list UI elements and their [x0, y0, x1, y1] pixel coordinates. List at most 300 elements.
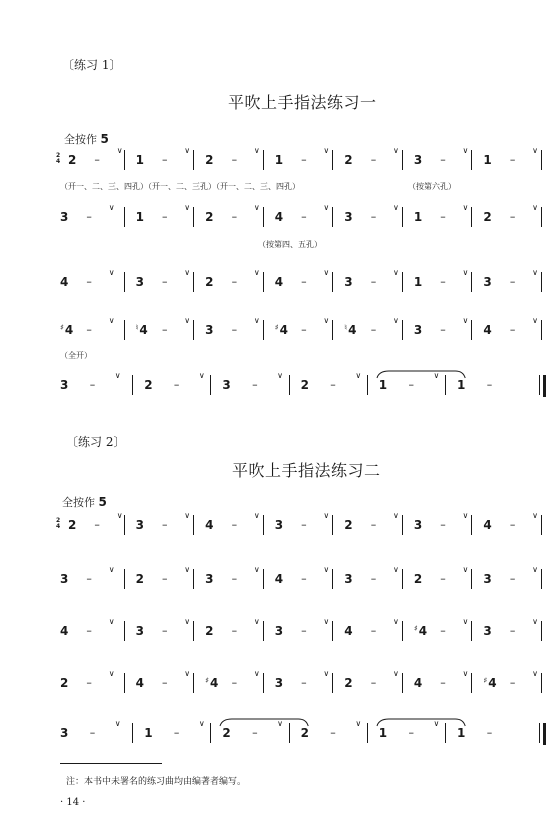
barline — [124, 673, 125, 693]
breath-mark: ∨ — [108, 565, 115, 574]
breath-mark: ∨ — [198, 719, 205, 728]
breath-mark: ∨ — [184, 511, 191, 520]
sharp-sign: ♯ — [274, 323, 279, 332]
breath-mark: ∨ — [532, 316, 538, 325]
barline — [402, 150, 403, 170]
barline — [541, 673, 542, 693]
barline — [124, 515, 125, 535]
breath-mark: ∨ — [532, 146, 538, 155]
breath-mark: ∨ — [392, 617, 399, 626]
jianpu-note: 2 — [135, 572, 144, 586]
jianpu-note: 3 — [483, 275, 492, 289]
jianpu-note: 3 — [483, 624, 492, 638]
jianpu-note: 2 — [344, 153, 353, 167]
duration-dash: – — [94, 518, 100, 531]
exercise-2-label: 〔练习 2〕 — [66, 435, 126, 449]
barline — [402, 569, 403, 589]
jianpu-note: 4 — [274, 572, 284, 586]
fingering-annotation: （全开） — [60, 351, 92, 360]
barline — [132, 375, 133, 395]
jianpu-note: 3 — [413, 153, 423, 167]
breath-mark: ∨ — [277, 719, 283, 728]
jianpu-note: ♮4 — [135, 323, 148, 337]
notation-line — [0, 565, 560, 589]
duration-dash: – — [231, 624, 238, 637]
barline — [402, 673, 403, 693]
breath-mark: ∨ — [184, 268, 191, 277]
jianpu-note: 3 — [135, 624, 144, 638]
final-barline-thick — [543, 375, 546, 397]
duration-dash: – — [509, 518, 516, 531]
barline — [193, 621, 194, 641]
notation-line — [0, 316, 560, 340]
duration-dash: – — [162, 518, 168, 531]
breath-mark: ∨ — [108, 669, 115, 678]
breath-mark: ∨ — [532, 203, 538, 212]
duration-dash: – — [162, 676, 168, 689]
barline — [332, 272, 333, 292]
duration-dash: – — [330, 726, 336, 739]
barline — [124, 320, 125, 340]
duration-dash: – — [231, 323, 238, 336]
sharp-sign: ♯ — [60, 323, 64, 332]
duration-dash: – — [301, 676, 307, 689]
breath-mark: ∨ — [392, 203, 399, 212]
barline — [193, 569, 194, 589]
duration-dash: – — [440, 275, 446, 288]
breath-mark: ∨ — [116, 146, 123, 155]
barline — [332, 515, 333, 535]
barline — [402, 621, 403, 641]
duration-dash: – — [509, 624, 516, 637]
duration-dash: – — [231, 153, 238, 166]
barline — [210, 375, 211, 395]
breath-mark: ∨ — [323, 617, 330, 626]
jianpu-note: 2 — [205, 275, 214, 289]
barline — [541, 515, 542, 535]
barline — [471, 207, 472, 227]
exercise-1-label: 〔练习 1〕 — [62, 58, 122, 72]
breath-mark: ∨ — [277, 371, 283, 380]
notation-line — [0, 268, 560, 292]
jianpu-note: 2 — [222, 726, 231, 740]
duration-dash: – — [162, 624, 168, 637]
barline — [332, 320, 333, 340]
notation-line — [0, 669, 560, 693]
key-prefix: 全按作 — [64, 133, 97, 146]
duration-dash: – — [89, 726, 96, 739]
page-number: · 14 · — [60, 797, 86, 808]
breath-mark: ∨ — [433, 371, 440, 380]
barline — [263, 569, 264, 589]
jianpu-note: 4 — [483, 323, 492, 337]
duration-dash: – — [173, 726, 180, 739]
duration-dash: – — [509, 153, 516, 166]
duration-dash: – — [509, 275, 516, 288]
notation-line — [0, 371, 560, 395]
breath-mark: ∨ — [253, 146, 260, 155]
jianpu-note: 3 — [135, 275, 144, 289]
jianpu-note: ♯4 — [413, 624, 428, 638]
duration-dash: – — [301, 572, 307, 585]
jianpu-note: 3 — [135, 518, 144, 532]
jianpu-note: 2 — [483, 210, 492, 224]
barline — [541, 569, 542, 589]
jianpu-note: 1 — [144, 726, 153, 740]
jianpu-note: 1 — [274, 153, 284, 167]
barline — [263, 621, 264, 641]
natural-sign: ♮ — [135, 323, 139, 332]
duration-dash: – — [440, 624, 446, 637]
time-signature — [56, 153, 60, 165]
footnote-rule — [60, 763, 162, 764]
barline — [402, 207, 403, 227]
time-signature-bottom: 4 — [56, 158, 61, 165]
jianpu-note: ♯4 — [60, 323, 74, 337]
barline — [210, 723, 211, 743]
barline — [402, 320, 403, 340]
barline — [367, 375, 368, 395]
jianpu-note: 4 — [135, 676, 144, 690]
jianpu-note: 4 — [483, 518, 492, 532]
sharp-sign: ♯ — [483, 676, 488, 685]
sharp-sign: ♯ — [205, 676, 210, 685]
barline — [263, 272, 264, 292]
barline — [289, 375, 290, 395]
jianpu-note: 4 — [60, 275, 69, 289]
jianpu-note: 3 — [60, 572, 69, 586]
duration-dash: – — [231, 210, 238, 223]
jianpu-note: 1 — [456, 726, 466, 740]
duration-dash: – — [370, 676, 377, 689]
breath-mark: ∨ — [108, 268, 115, 277]
duration-dash: – — [89, 378, 96, 391]
breath-mark: ∨ — [184, 617, 191, 626]
barline — [471, 621, 472, 641]
duration-dash: – — [301, 153, 307, 166]
breath-mark: ∨ — [323, 146, 330, 155]
fingering-annotation: （开一、二、三、四孔）（开一、二、三孔）（开一、二、三、四孔） — [60, 182, 300, 191]
fingering-annotation: （按第四、五孔） — [258, 240, 322, 249]
barline — [263, 320, 264, 340]
duration-dash: – — [486, 726, 493, 739]
time-signature-top: 2 — [56, 517, 61, 524]
barline — [263, 207, 264, 227]
breath-mark: ∨ — [253, 565, 260, 574]
breath-mark: ∨ — [532, 669, 538, 678]
final-barline-thin — [539, 375, 540, 395]
duration-dash: – — [408, 726, 414, 739]
breath-mark: ∨ — [184, 203, 191, 212]
jianpu-note: 4 — [344, 624, 353, 638]
breath-mark: ∨ — [198, 371, 205, 380]
barline — [124, 569, 125, 589]
duration-dash: – — [370, 153, 377, 166]
natural-sign: ♮ — [344, 323, 348, 332]
jianpu-note: 4 — [60, 624, 69, 638]
duration-dash: – — [86, 323, 92, 336]
jianpu-note: 1 — [413, 275, 423, 289]
barline — [332, 569, 333, 589]
duration-dash: – — [86, 572, 92, 585]
jianpu-note: ♯4 — [483, 676, 497, 690]
barline — [124, 621, 125, 641]
barline — [541, 150, 542, 170]
breath-mark: ∨ — [108, 316, 115, 325]
jianpu-note: 3 — [344, 572, 353, 586]
duration-dash: – — [231, 518, 238, 531]
sharp-sign: ♯ — [413, 624, 418, 633]
breath-mark: ∨ — [114, 719, 121, 728]
breath-mark: ∨ — [462, 669, 469, 678]
breath-mark: ∨ — [323, 203, 330, 212]
jianpu-note: 2 — [300, 726, 309, 740]
jianpu-note: 4 — [205, 518, 214, 532]
breath-mark: ∨ — [462, 617, 469, 626]
jianpu-note: 2 — [300, 378, 309, 392]
breath-mark: ∨ — [184, 146, 191, 155]
tie — [218, 717, 322, 727]
breath-mark: ∨ — [392, 268, 399, 277]
breath-mark: ∨ — [462, 268, 469, 277]
duration-dash: – — [440, 676, 446, 689]
barline — [541, 320, 542, 340]
duration-dash: – — [162, 275, 168, 288]
jianpu-note: 3 — [413, 518, 423, 532]
duration-dash: – — [231, 275, 238, 288]
duration-dash: – — [486, 378, 493, 391]
barline — [193, 207, 194, 227]
jianpu-note: 3 — [344, 275, 353, 289]
duration-dash: – — [370, 572, 377, 585]
duration-dash: – — [301, 518, 307, 531]
jianpu-note: 2 — [60, 676, 69, 690]
barline — [471, 150, 472, 170]
duration-dash: – — [86, 210, 92, 223]
duration-dash: – — [162, 572, 168, 585]
duration-dash: – — [440, 153, 446, 166]
jianpu-note: 4 — [413, 676, 423, 690]
duration-dash: – — [173, 378, 180, 391]
breath-mark: ∨ — [108, 617, 115, 626]
barline — [541, 621, 542, 641]
duration-dash: – — [509, 676, 516, 689]
breath-mark: ∨ — [392, 669, 399, 678]
jianpu-note: 3 — [483, 572, 492, 586]
key-prefix: 全按作 — [62, 496, 95, 509]
breath-mark: ∨ — [323, 669, 330, 678]
breath-mark: ∨ — [462, 146, 469, 155]
jianpu-note: 3 — [205, 572, 214, 586]
jianpu-note: 3 — [60, 378, 69, 392]
jianpu-note: 2 — [413, 572, 423, 586]
jianpu-note: 2 — [205, 210, 214, 224]
duration-dash: – — [509, 572, 516, 585]
duration-dash: – — [440, 210, 446, 223]
breath-mark: ∨ — [323, 268, 330, 277]
barline — [193, 515, 194, 535]
jianpu-note: 2 — [344, 676, 353, 690]
barline — [541, 207, 542, 227]
barline — [193, 150, 194, 170]
jianpu-note: 4 — [274, 210, 284, 224]
duration-dash: – — [162, 153, 168, 166]
breath-mark: ∨ — [253, 511, 260, 520]
breath-mark: ∨ — [323, 565, 330, 574]
duration-dash: – — [370, 518, 377, 531]
duration-dash: – — [440, 518, 446, 531]
fingering-annotation: （按第六孔） — [408, 182, 456, 191]
breath-mark: ∨ — [532, 268, 538, 277]
barline — [471, 673, 472, 693]
breath-mark: ∨ — [462, 511, 469, 520]
duration-dash: – — [94, 153, 100, 166]
jianpu-note: 2 — [144, 378, 153, 392]
duration-dash: – — [301, 323, 307, 336]
breath-mark: ∨ — [392, 316, 399, 325]
slur — [375, 369, 479, 379]
jianpu-note: 3 — [205, 323, 214, 337]
duration-dash: – — [162, 210, 168, 223]
final-barline-thin — [539, 723, 540, 743]
duration-dash: – — [231, 572, 238, 585]
slur — [375, 717, 479, 727]
breath-mark: ∨ — [253, 316, 260, 325]
breath-mark: ∨ — [323, 511, 330, 520]
breath-mark: ∨ — [433, 719, 440, 728]
barline — [471, 272, 472, 292]
key-note: 5 — [98, 495, 107, 509]
barline — [402, 272, 403, 292]
breath-mark: ∨ — [184, 316, 191, 325]
breath-mark: ∨ — [253, 268, 260, 277]
notation-line — [0, 511, 560, 535]
duration-dash: – — [370, 323, 377, 336]
barline — [132, 723, 133, 743]
jianpu-note: 2 — [205, 153, 214, 167]
jianpu-note: 1 — [456, 378, 466, 392]
jianpu-note: 3 — [274, 676, 284, 690]
barline — [541, 272, 542, 292]
jianpu-note: 3 — [344, 210, 353, 224]
notation-line — [0, 146, 560, 170]
duration-dash: – — [440, 323, 446, 336]
jianpu-note: 3 — [60, 726, 69, 740]
breath-mark: ∨ — [462, 316, 469, 325]
barline — [367, 723, 368, 743]
notation-line — [0, 203, 560, 227]
breath-mark: ∨ — [532, 511, 538, 520]
barline — [332, 207, 333, 227]
duration-dash: – — [252, 378, 258, 391]
duration-dash: – — [86, 275, 92, 288]
jianpu-note: ♮4 — [344, 323, 357, 337]
time-signature-bottom: 4 — [56, 523, 61, 530]
jianpu-note: 2 — [205, 624, 214, 638]
barline — [263, 673, 264, 693]
breath-mark: ∨ — [253, 203, 260, 212]
key-note: 5 — [100, 132, 109, 146]
duration-dash: – — [252, 726, 258, 739]
barline — [332, 150, 333, 170]
breath-mark: ∨ — [323, 316, 330, 325]
duration-dash: – — [408, 378, 414, 391]
barline — [124, 207, 125, 227]
jianpu-note: 2 — [68, 153, 77, 167]
breath-mark: ∨ — [184, 565, 191, 574]
breath-mark: ∨ — [392, 511, 399, 520]
duration-dash: – — [301, 624, 307, 637]
exercise-1-key — [64, 131, 109, 147]
breath-mark: ∨ — [108, 203, 115, 212]
jianpu-note: 3 — [413, 323, 423, 337]
breath-mark: ∨ — [355, 371, 362, 380]
barline — [193, 272, 194, 292]
barline — [263, 150, 264, 170]
jianpu-note: 1 — [483, 153, 492, 167]
barline — [193, 320, 194, 340]
jianpu-note: 2 — [344, 518, 353, 532]
barline — [471, 569, 472, 589]
exercise-2-title: 平吹上手指法练习二 — [232, 461, 381, 480]
jianpu-note: 4 — [274, 275, 284, 289]
breath-mark: ∨ — [462, 565, 469, 574]
breath-mark: ∨ — [532, 617, 538, 626]
jianpu-note: ♯4 — [205, 676, 219, 690]
duration-dash: – — [162, 323, 168, 336]
duration-dash: – — [330, 378, 336, 391]
jianpu-note: 1 — [413, 210, 423, 224]
barline — [263, 515, 264, 535]
jianpu-note: 3 — [274, 624, 284, 638]
breath-mark: ∨ — [392, 565, 399, 574]
barline — [124, 150, 125, 170]
barline — [124, 272, 125, 292]
barline — [471, 515, 472, 535]
duration-dash: – — [301, 275, 307, 288]
duration-dash: – — [509, 210, 516, 223]
barline — [332, 673, 333, 693]
duration-dash: – — [86, 624, 92, 637]
duration-dash: – — [231, 676, 238, 689]
final-barline-thick — [543, 723, 546, 745]
jianpu-note: 1 — [378, 378, 388, 392]
notation-line — [0, 617, 560, 641]
jianpu-note: 1 — [135, 153, 144, 167]
barline — [402, 515, 403, 535]
jianpu-note: 2 — [68, 518, 77, 532]
notation-line — [0, 719, 560, 743]
breath-mark: ∨ — [116, 511, 123, 520]
barline — [332, 621, 333, 641]
barline — [471, 320, 472, 340]
duration-dash: – — [301, 210, 307, 223]
breath-mark: ∨ — [114, 371, 121, 380]
footnote: 注：本书中未署名的练习曲均由编著者编写。 — [66, 777, 247, 787]
jianpu-note: 1 — [378, 726, 388, 740]
breath-mark: ∨ — [392, 146, 399, 155]
breath-mark: ∨ — [462, 203, 469, 212]
breath-mark: ∨ — [532, 565, 538, 574]
jianpu-note: ♯4 — [274, 323, 288, 337]
duration-dash: – — [509, 323, 516, 336]
jianpu-note: 3 — [222, 378, 231, 392]
jianpu-note: 1 — [135, 210, 144, 224]
duration-dash: – — [370, 275, 377, 288]
breath-mark: ∨ — [253, 669, 260, 678]
duration-dash: – — [370, 624, 377, 637]
time-signature — [56, 518, 60, 530]
